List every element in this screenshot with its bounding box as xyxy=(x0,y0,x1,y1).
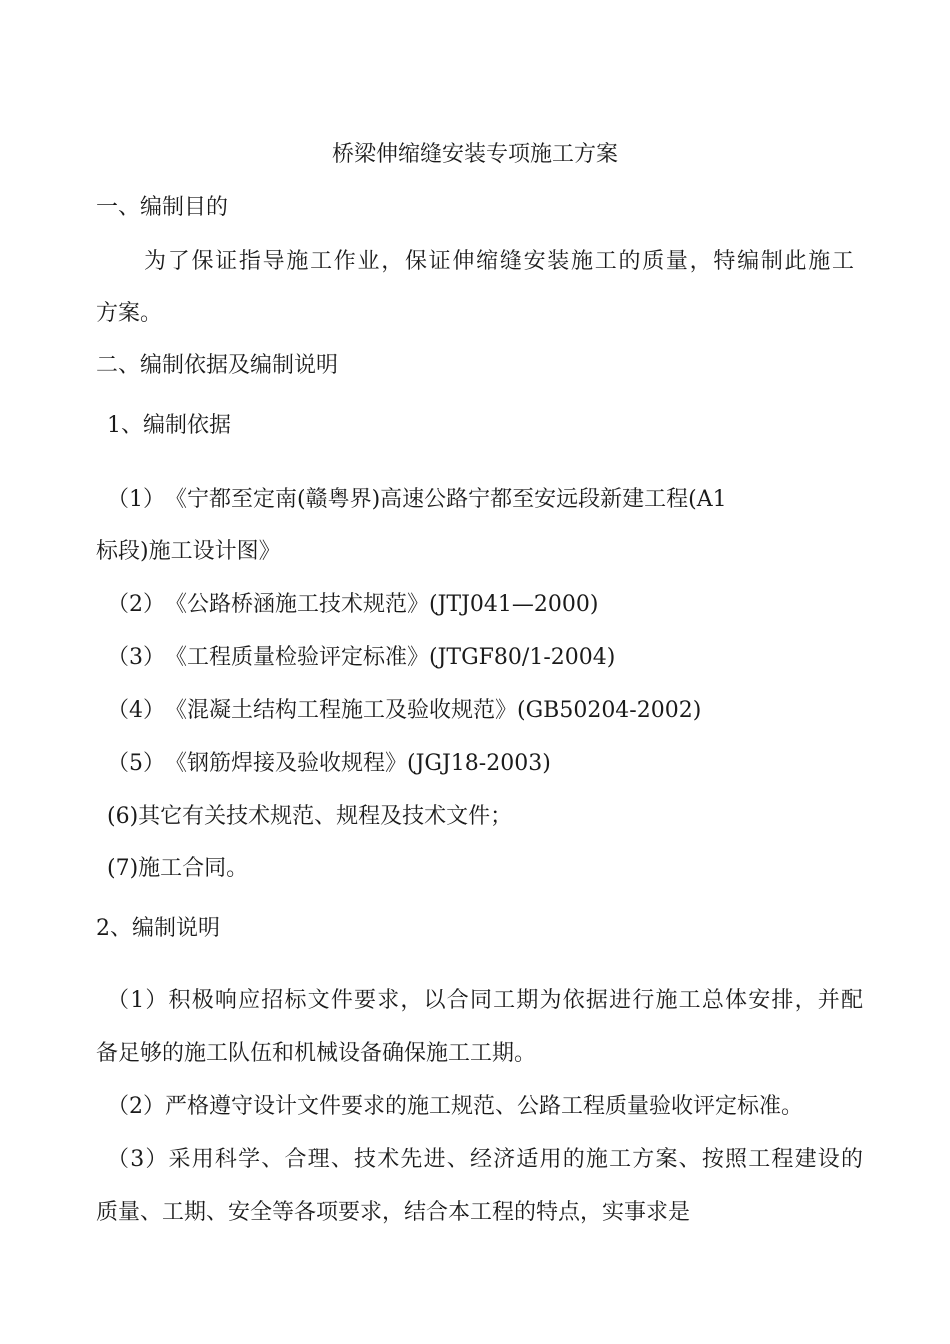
section1-paragraph-line2: 方案。 xyxy=(96,301,163,326)
section1-paragraph-line1: 为了保证指导施工作业，保证伸缩缝安装施工的质量，特编制此施工 xyxy=(144,249,854,274)
basis-item-7: (7)施工合同。 xyxy=(107,856,249,881)
explain-item-2: （2）严格遵守设计文件要求的施工规范、公路工程质量验收评定标准。 xyxy=(107,1094,803,1119)
explain-item-1-line1: （1）积极响应招标文件要求，以合同工期为依据进行施工总体安排，并配 xyxy=(107,988,863,1013)
explain-item-3-line1: （3）采用科学、合理、技术先进、经济适用的施工方案、按照工程建设的 xyxy=(107,1147,863,1172)
explain-item-1-line2: 备足够的施工队伍和机械设备确保施工工期。 xyxy=(96,1041,537,1066)
basis-item-1-line2: 标段)施工设计图》 xyxy=(96,539,281,564)
section2-heading: 二、编制依据及编制说明 xyxy=(96,353,339,378)
basis-item-3: （3） 《工程质量检验评定标准》(JTGF80/1-2004) xyxy=(107,645,616,670)
section1-heading: 一、编制目的 xyxy=(96,195,229,220)
basis-item-1-line1: （1） 《宁都至定南(赣粤界)高速公路宁都至安远段新建工程(A1 xyxy=(107,487,727,512)
sub1-heading: 1、编制依据 xyxy=(107,413,231,438)
sub2-heading: 2、编制说明 xyxy=(96,916,220,941)
basis-item-4: （4） 《混凝土结构工程施工及验收规范》(GB50204-2002) xyxy=(107,698,702,723)
explain-item-3-line2: 质量、工期、安全等各项要求，结合本工程的特点，实事求是 xyxy=(96,1200,691,1225)
basis-item-2: （2） 《公路桥涵施工技术规范》(JTJ041—2000) xyxy=(107,592,599,617)
basis-item-5: （5） 《钢筋焊接及验收规程》(JGJ18-2003) xyxy=(107,751,551,776)
document-title: 桥梁伸缩缝安装专项施工方案 xyxy=(331,142,618,167)
basis-item-6: (6)其它有关技术规范、规程及技术文件； xyxy=(107,804,513,829)
